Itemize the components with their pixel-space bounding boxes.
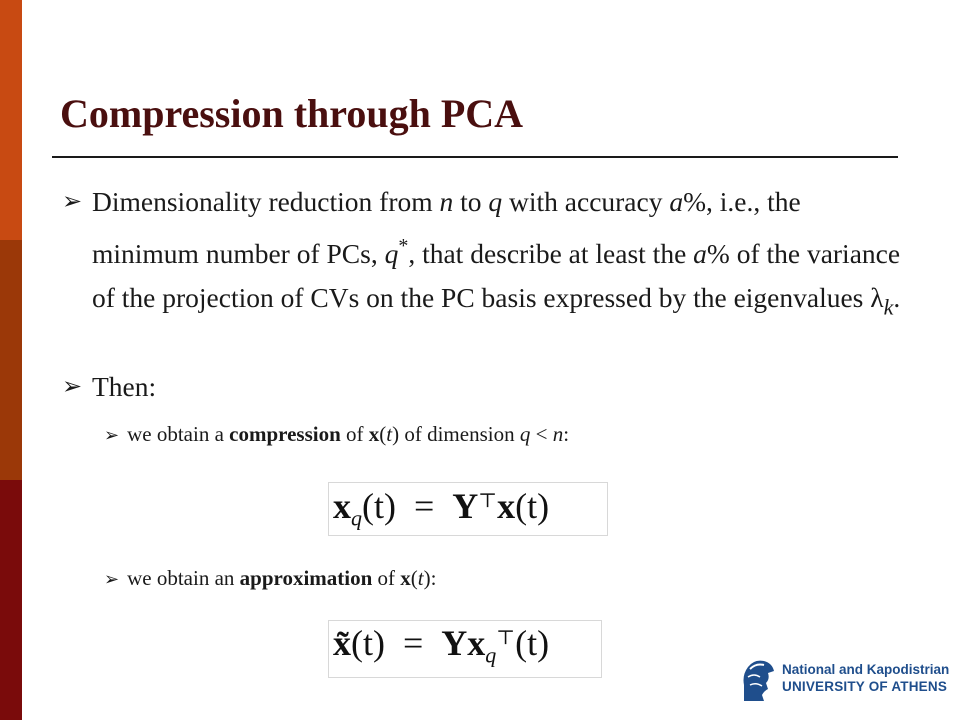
bullet-dimensionality	[62, 180, 912, 330]
sidebar-segment-middle	[0, 240, 22, 480]
bullet-arrow-icon: ➢	[62, 374, 83, 400]
subbullet-approximation: ➢ we obtain an approximation of x(t):	[104, 566, 437, 590]
bullet-arrow-icon: ➢	[62, 189, 83, 215]
bullet-then	[62, 365, 156, 409]
bullet-then-text: Then:	[92, 371, 157, 402]
bullet-dimensionality-text: Dimensionality reduction from n to q with accuracy a%, i.e., the minimum number of PCs, q*, that describe at least the a% of the variance of the projection of CVs on the PC basis expressed by the eigenvalues $\lambda_k$.	[92, 186, 901, 320]
sidebar-accent-bar	[0, 0, 22, 720]
slide-title: Compression through PCA	[60, 91, 524, 136]
formula-approximation: x̃(t) = $Yx_q^⊤(t)$	[333, 623, 550, 668]
formula-compression: $x_q(t) = Y^⊤x(t)$	[333, 486, 550, 531]
subbullet-arrow-icon: ➢	[104, 569, 120, 589]
sidebar-segment-top	[0, 0, 22, 240]
university-name	[782, 661, 949, 695]
university-name-line2: UNIVERSITY OF ATHENS	[782, 679, 948, 694]
subbullet-compression: ➢ we obtain a compression of x(t) of dimension q < n:	[104, 422, 570, 446]
sidebar-segment-bottom	[0, 480, 22, 720]
university-name-line1: National and Kapodistrian	[782, 662, 950, 677]
university-logo	[738, 655, 950, 705]
title-divider	[52, 156, 898, 158]
subbullet-arrow-icon: ➢	[104, 425, 120, 445]
athena-head-icon	[738, 655, 778, 705]
